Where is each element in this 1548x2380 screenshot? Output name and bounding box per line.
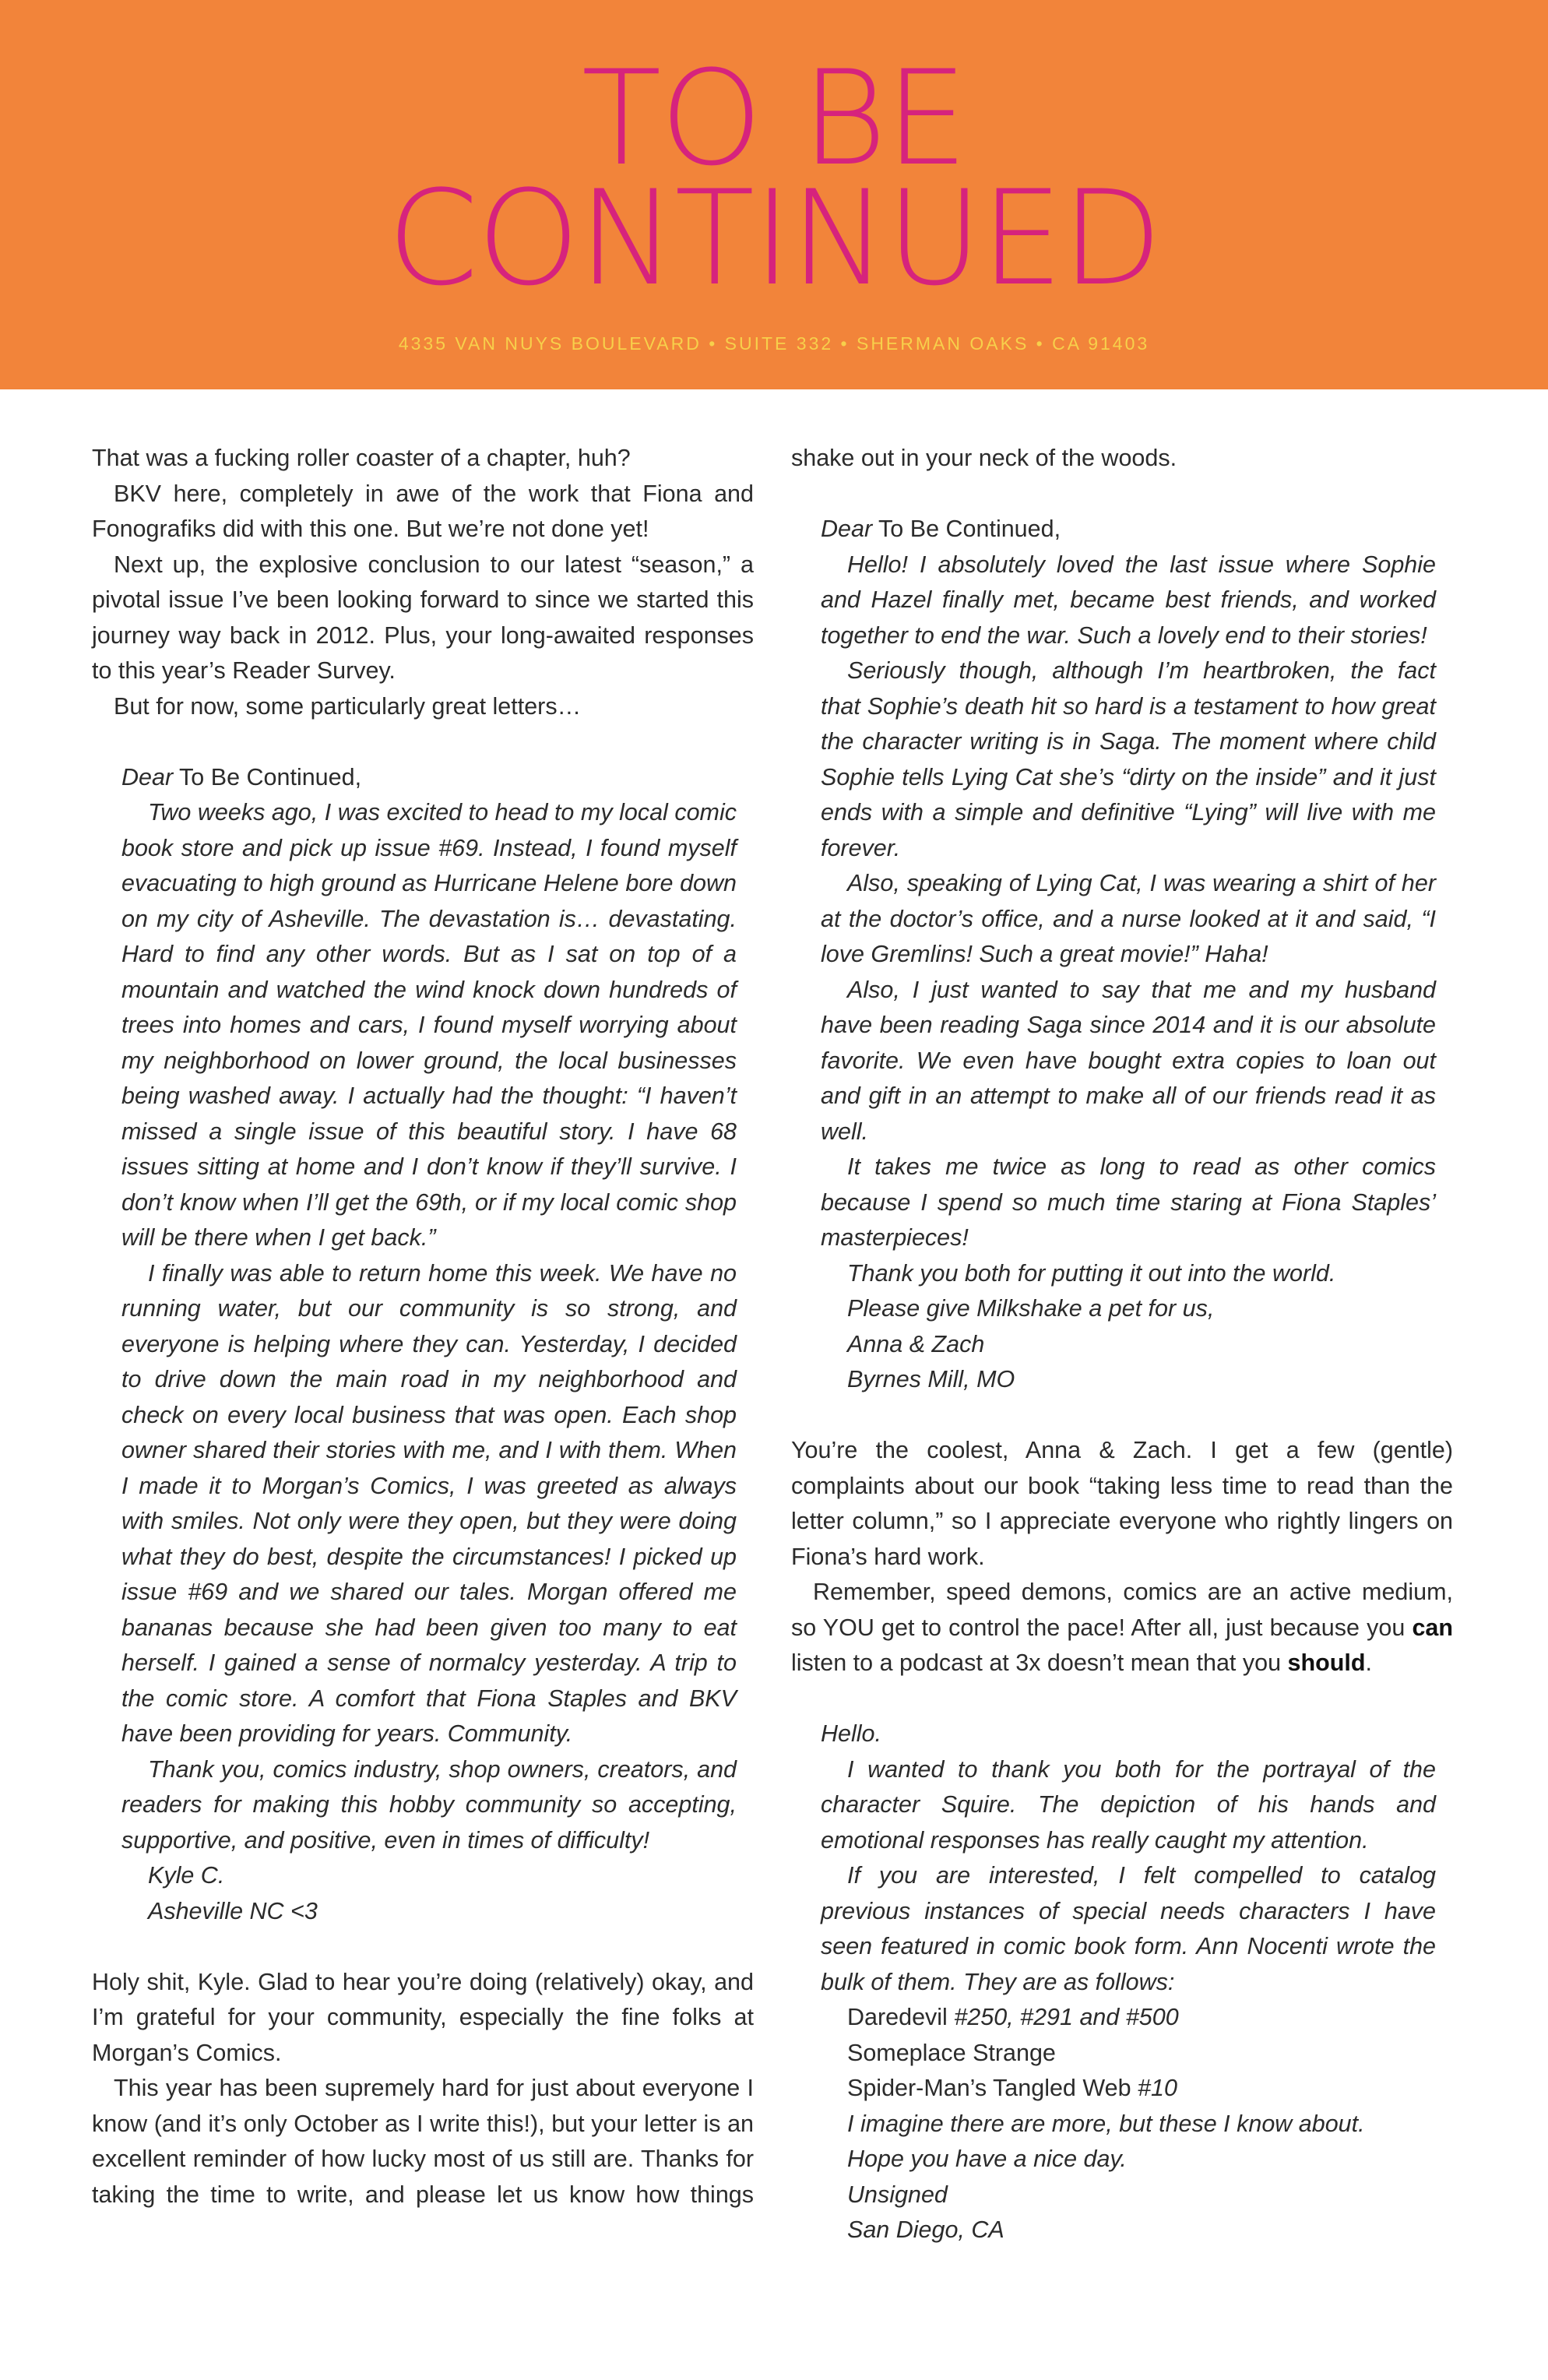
letter-signature-name: Anna & Zach [847,1330,985,1357]
letter-signature-place: Byrnes Mill, MO [847,1366,1015,1392]
letter-paragraph: Hope you have a nice day. [847,2146,1127,2172]
intro-paragraph: Next up, the explosive conclusion to our latest “season,” a pivotal issue I’ve been looking forward to since we started this journey way back in 2012. Plus, your long-awaited responses to this year’s Reader Survey. [92,551,754,684]
intro-paragraph: But for now, some particularly great letters… [114,692,582,720]
reply-paragraph-continued: shake out in your neck of the woods. [791,445,1177,471]
letter-salutation: Hello. [821,1720,881,1747]
letter-paragraph: Thank you both for putting it out into the world. [847,1259,1336,1287]
letter-signature-place: San Diego, CA [847,2216,1004,2243]
letter-paragraph: Hello! I absolutely loved the last issue where Sophie and Hazel finally met, became best friends, and worked together to end the war. Such a lovely end to their stories! [821,551,1436,649]
page-title-line1: TO BE [581,42,967,195]
letter-unsigned [791,1716,1453,2248]
letter-signature-name: Unsigned [847,2181,948,2208]
left-column [92,441,754,2213]
letter-paragraph: Thank you, comics industry, shop owners, creators, and readers for making this hobby community so accepting, supportive, and positive, even in times of difficulty! [121,1755,737,1854]
list-item: Daredevil #250, #291 and #500 [847,2004,1179,2030]
emphasis-can: can [1412,1614,1453,1641]
reply-paragraph: This year has been supremely hard for just about everyone I know (and it’s only October as I write this!), but your letter is an excellent reminder of how lucky most of us still are. Thanks for taking the time to write, and please let us know how things [92,2075,754,2208]
list-item: Spider-Man’s Tangled Web #10 [847,2075,1177,2101]
letter-paragraph: If you are interested, I felt compelled to catalog previous instances of special needs characters I have seen featured in comic book form. Ann Nocenti wrote the bulk of them. They are as follows: [821,1862,1436,1995]
right-column [791,441,1453,2248]
reply-paragraph: Holy shit, Kyle. Glad to hear you’re doing (relatively) okay, and I’m grateful for your community, especially the fine folks at Morgan’s Comics. [92,1968,754,2066]
letter-kyle [92,760,754,1930]
page-title-line2: CONTINUED [387,162,1161,315]
letter-paragraph: It takes me twice as long to read as other comics because I spend so much time staring at Fiona Staples’ masterpieces! [821,1153,1436,1251]
list-item: Someplace Strange [847,2039,1056,2066]
emphasis-should: should [1287,1649,1366,1676]
letter-paragraph: Please give Milkshake a pet for us, [847,1295,1215,1322]
letter-salutation: Dear To Be Continued, [121,763,362,790]
letters-header [0,0,1548,389]
letter-anna-zach [791,512,1453,1398]
reply-paragraph: Remember, speed demons, comics are an active medium, so YOU get to control the pace! After all, just because you can listen to a podcast at 3x doesn’t mean that you should. [791,1579,1453,1676]
letter-paragraph: Also, I just wanted to say that me and my husband have been reading Saga since 2014 and it is our absolute favorite. We even have bought extra copies to loan out and gift in an attempt to make all of our friends read it as well. [821,976,1436,1145]
letter-signature-place: Asheville NC <3 [148,1897,318,1924]
letter-signature-name: Kyle C. [148,1862,225,1889]
letter-salutation: Dear To Be Continued, [821,516,1061,542]
intro-paragraph: That was a fucking roller coaster of a chapter, huh? [92,445,631,471]
letter-paragraph: Seriously though, although I’m heartbroken, the fact that Sophie’s death hit so hard is a testament to how great the character writing is in Saga. The moment where child Sophie tells Lying Cat she’s “dirty on the inside” and it just ends with a simple and definitive “Lying” will live with me forever. [821,657,1436,861]
letter-paragraph: I wanted to thank you both for the portrayal of the character Squire. The depiction of his hands and emotional responses has really caught my attention. [821,1755,1436,1854]
letter-paragraph: I finally was able to return home this week. We have no running water, but our community is so strong, and everyone is helping where they can. Yesterday, I decided to drive down the main road in my neighborhood and check on every local business that was open. Each shop owner shared their stories with me, and I with them. When I made it to Morgan’s Comics, I was greeted as always with smiles. Not only were they open, but they were doing what they do best, despite the circumstances! I picked up issue #69 and we shared our tales. Morgan offered me bananas because she had been given too many to eat herself. I gained a sense of normalcy yesterday. A trip to the comic store. A comfort that Fiona Staples and BKV have been providing for years. Community. [121,1259,737,1747]
reply-paragraph: You’re the coolest, Anna & Zach. I get a few (gentle) complaints about our book “taking less time to read than the letter column,” so I appreciate everyone who rightly lingers on Fiona’s hard work. [791,1437,1453,1570]
letter-paragraph: Also, speaking of Lying Cat, I was wearing a shirt of her at the doctor’s office, and a nurse looked at it and said, “I love Gremlins! Such a great movie!” Haha! [821,870,1436,967]
letter-paragraph: I imagine there are more, but these I know about. [847,2110,1365,2137]
mailing-address: 4335 VAN NUYS BOULEVARD • SUITE 332 • SHERMAN OAKS • CA 91403 [398,333,1150,354]
intro-paragraph: BKV here, completely in awe of the work that Fiona and Fonografiks did with this one. But we’re not done yet! [92,480,754,542]
letter-paragraph: Two weeks ago, I was excited to head to my local comic book store and pick up issue #69. Instead, I found myself evacuating to high ground as Hurricane Helene bore down on my city of Asheville. The devastation is… devastating. Hard to find any other words. But as I sat on top of a mountain and watched the wind knock down hundreds of trees into homes and cars, I found myself worrying about my neighborhood on lower ground, the local businesses being washed away. I actually had the thought: “I haven’t missed a single issue of this beautiful story. I have 68 issues sitting at home and I don’t know if they’ll survive. I don’t know when I’ll get the 69th, or if my local comic shop will be there when I get back.” [121,799,737,1251]
